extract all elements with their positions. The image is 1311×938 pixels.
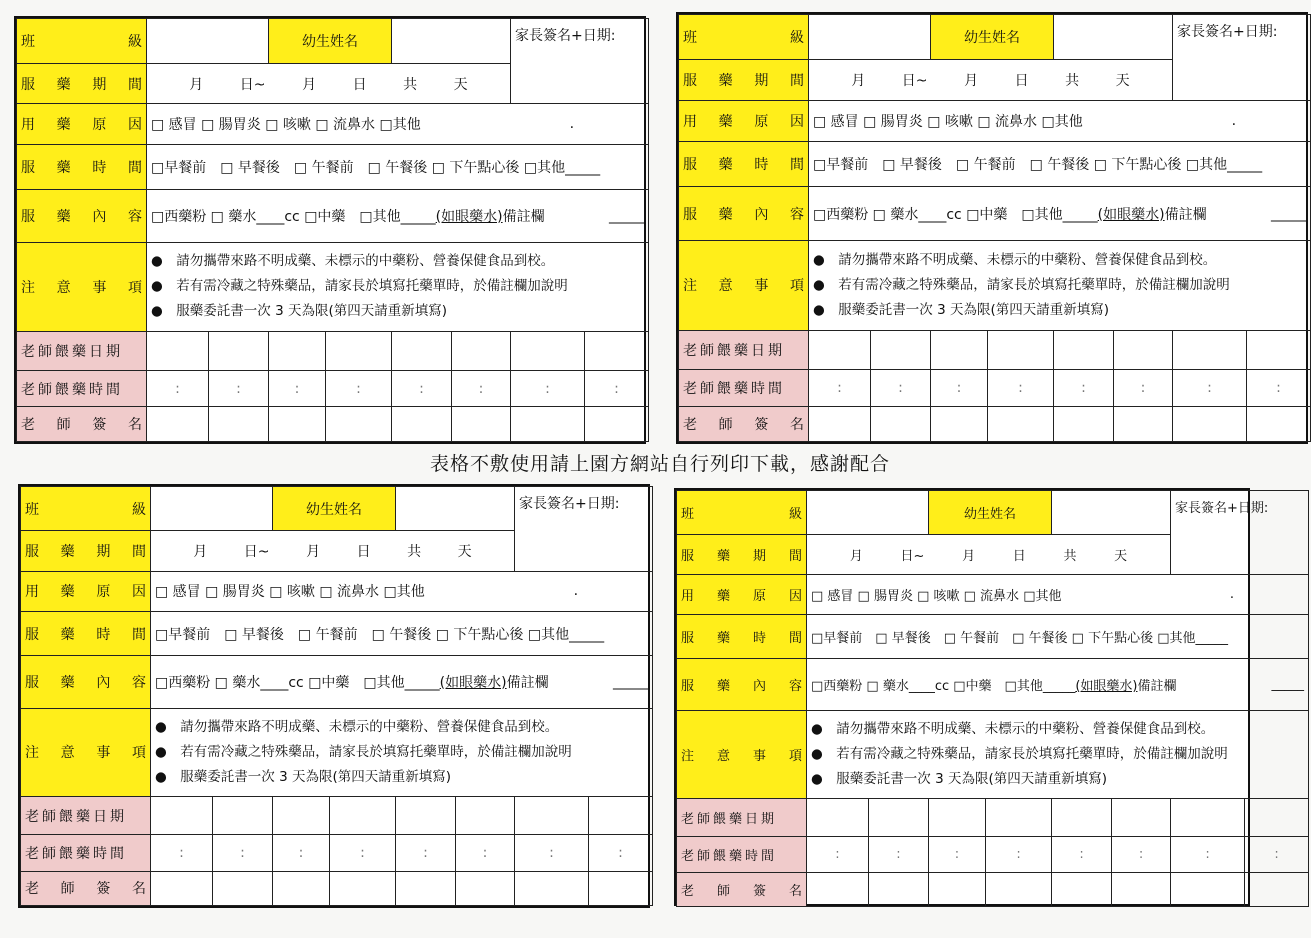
teacher-time-cell[interactable]: :	[511, 370, 585, 407]
teacher-date-cell[interactable]	[1173, 331, 1247, 370]
notes-list	[151, 708, 653, 797]
teacher-time-cell[interactable]: :	[809, 370, 871, 407]
time-options[interactable]: □早餐前 □ 早餐後 □ 午餐前 □ 午餐後 □ 下午點心後 □其他_____	[809, 142, 1311, 187]
teacher-sign-cell[interactable]	[1247, 407, 1311, 442]
parent-signature-field[interactable]	[515, 487, 653, 572]
teacher-sign-cell[interactable]	[515, 871, 589, 905]
notes-label: 注 意 事 項	[679, 240, 809, 330]
teacher-time-cell[interactable]: :	[273, 835, 330, 871]
period-field[interactable]: 月 日~ 月 日 共 天	[147, 63, 511, 104]
reason-label: 用 藥 原 因	[679, 101, 809, 142]
teacher-date-cell[interactable]	[396, 797, 456, 835]
class-field[interactable]	[147, 19, 269, 64]
note-item: ● 若有需冷藏之特殊藥品，請家長於填寫托藥單時，於備註欄加說明	[151, 278, 568, 295]
teacher-date-cell[interactable]	[1114, 331, 1173, 370]
footer-notice: 表格不敷使用請上園方網站自行列印下載，感謝配合	[429, 453, 890, 475]
time-label: 服 藥 時 間	[21, 611, 151, 655]
teacher-time-cell[interactable]: :	[396, 835, 456, 871]
notes-label: 注 意 事 項	[17, 242, 147, 331]
medication-form-top-left	[14, 16, 646, 444]
child-name-label: 幼生姓名	[931, 15, 1054, 60]
note-item: ● 請勿攜帶來路不明成藥、未標示的中藥粉、營養保健食品到校。	[813, 251, 1217, 268]
teacher-date-cell[interactable]	[147, 332, 209, 371]
period-label: 服 藥 期 間	[679, 60, 809, 101]
teacher-sign-cell[interactable]	[147, 407, 209, 442]
class-label: 班 級	[17, 19, 147, 64]
teacher-date-cell[interactable]	[511, 332, 585, 371]
medication-form-bottom-left	[18, 484, 650, 908]
teacher-time-cell[interactable]: :	[269, 370, 326, 407]
time-options[interactable]: □早餐前 □ 早餐後 □ 午餐前 □ 午餐後 □ 下午點心後 □其他_____	[807, 615, 1309, 659]
teacher-time-label: 老師餵藥時間	[21, 835, 151, 871]
period-label: 服 藥 期 間	[17, 63, 147, 104]
note-item: ● 請勿攜帶來路不明成藥、未標示的中藥粉、營養保健食品到校。	[155, 718, 559, 735]
time-options[interactable]: □早餐前 □ 早餐後 □ 午餐前 □ 午餐後 □ 下午點心後 □其他_____	[151, 611, 653, 655]
teacher-date-cell[interactable]	[269, 332, 326, 371]
teacher-sign-label: 老 師 簽 名	[679, 407, 809, 442]
teacher-sign-cell[interactable]	[807, 873, 869, 907]
teacher-time-label: 老師餵藥時間	[679, 370, 809, 407]
teacher-time-cell[interactable]: :	[456, 835, 515, 871]
child-name-field[interactable]	[392, 19, 511, 64]
teacher-date-cell[interactable]	[1112, 799, 1171, 837]
teacher-sign-cell[interactable]	[1112, 873, 1171, 907]
teacher-time-cell[interactable]: :	[452, 370, 511, 407]
note-item: ● 服藥委託書一次 3 天為限(第四天請重新填寫)	[151, 303, 447, 320]
teacher-sign-cell[interactable]	[1245, 873, 1309, 907]
teacher-date-cell[interactable]	[871, 331, 931, 370]
period-field[interactable]: 月 日~ 月 日 共 天	[809, 60, 1173, 101]
teacher-time-cell[interactable]: :	[392, 370, 452, 407]
teacher-time-cell[interactable]: :	[1054, 370, 1114, 407]
parent-signature-label: 家長簽名+日期:	[519, 496, 620, 512]
teacher-sign-cell[interactable]	[511, 407, 585, 442]
teacher-date-cell[interactable]	[807, 799, 869, 837]
period-label: 服 藥 期 間	[21, 531, 151, 571]
teacher-time-cell[interactable]: :	[1171, 837, 1245, 873]
teacher-date-cell[interactable]	[589, 797, 653, 835]
period-field[interactable]: 月 日~ 月 日 共 天	[151, 531, 515, 571]
teacher-time-cell[interactable]: :	[326, 370, 392, 407]
teacher-date-label: 老師餵藥日期	[677, 799, 807, 837]
teacher-sign-cell[interactable]	[273, 871, 330, 905]
teacher-date-cell[interactable]	[931, 331, 988, 370]
medication-form-bottom-right	[674, 488, 1305, 906]
medication-form-top-right	[676, 12, 1308, 444]
teacher-date-cell[interactable]	[456, 797, 515, 835]
teacher-time-cell[interactable]: :	[931, 370, 988, 407]
teacher-sign-label: 老 師 簽 名	[677, 873, 807, 907]
teacher-sign-cell[interactable]	[988, 407, 1054, 442]
teacher-sign-cell[interactable]	[809, 407, 871, 442]
teacher-sign-cell[interactable]	[452, 407, 511, 442]
teacher-date-cell[interactable]	[209, 332, 269, 371]
teacher-time-cell[interactable]: :	[807, 837, 869, 873]
teacher-sign-cell[interactable]	[589, 871, 653, 905]
class-field[interactable]	[807, 491, 929, 535]
teacher-date-cell[interactable]	[1245, 799, 1309, 837]
teacher-time-label: 老師餵藥時間	[677, 837, 807, 873]
teacher-sign-cell[interactable]	[151, 871, 213, 905]
note-item: ● 請勿攜帶來路不明成藥、未標示的中藥粉、營養保健食品到校。	[811, 721, 1215, 737]
teacher-time-cell[interactable]: :	[988, 370, 1054, 407]
note-item: ● 若有需冷藏之特殊藥品，請家長於填寫托藥單時，於備註欄加說明	[811, 746, 1228, 762]
reason-options[interactable]: □ 感冒 □ 腸胃炎 □ 咳嗽 □ 流鼻水 □其他 .	[147, 104, 649, 145]
teacher-sign-cell[interactable]	[396, 871, 456, 905]
teacher-date-cell[interactable]	[1054, 331, 1114, 370]
period-label: 服 藥 期 間	[677, 535, 807, 575]
teacher-date-cell[interactable]	[392, 332, 452, 371]
teacher-date-label: 老師餵藥日期	[679, 331, 809, 370]
child-name-label: 幼生姓名	[273, 487, 396, 531]
teacher-date-cell[interactable]	[585, 332, 649, 371]
teacher-sign-cell[interactable]	[1173, 407, 1247, 442]
teacher-sign-cell[interactable]	[869, 873, 929, 907]
time-label: 服 藥 時 間	[679, 142, 809, 187]
child-name-field[interactable]	[396, 487, 515, 531]
note-item: ● 若有需冷藏之特殊藥品，請家長於填寫托藥單時，於備註欄加說明	[155, 743, 572, 760]
content-label: 服 藥 內 容	[17, 189, 147, 242]
teacher-sign-cell[interactable]	[1114, 407, 1173, 442]
teacher-date-cell[interactable]	[452, 332, 511, 371]
teacher-sign-cell[interactable]	[871, 407, 931, 442]
teacher-time-label: 老師餵藥時間	[17, 370, 147, 407]
teacher-time-cell[interactable]: :	[589, 835, 653, 871]
note-item: ● 若有需冷藏之特殊藥品，請家長於填寫托藥單時，於備註欄加說明	[813, 276, 1230, 293]
notes-list	[807, 711, 1309, 799]
teacher-time-cell[interactable]: :	[151, 835, 213, 871]
teacher-sign-cell[interactable]	[326, 407, 392, 442]
class-label: 班 級	[679, 15, 809, 60]
teacher-time-cell[interactable]: :	[1114, 370, 1173, 407]
teacher-date-cell[interactable]	[986, 799, 1052, 837]
class-field[interactable]	[809, 15, 931, 60]
teacher-date-cell[interactable]	[515, 797, 589, 835]
notes-list	[147, 242, 649, 331]
teacher-time-cell[interactable]: :	[213, 835, 273, 871]
teacher-time-cell[interactable]: :	[1245, 837, 1309, 873]
teacher-time-cell[interactable]: :	[330, 835, 396, 871]
note-item: ● 服藥委託書一次 3 天為限(第四天請重新填寫)	[155, 768, 451, 785]
teacher-sign-cell[interactable]	[330, 871, 396, 905]
medication-form-table	[678, 14, 1311, 442]
reason-options[interactable]: □ 感冒 □ 腸胃炎 □ 咳嗽 □ 流鼻水 □其他 .	[809, 101, 1311, 142]
time-label: 服 藥 時 間	[677, 615, 807, 659]
reason-options[interactable]: □ 感冒 □ 腸胃炎 □ 咳嗽 □ 流鼻水 □其他 .	[807, 575, 1309, 615]
child-name-field[interactable]	[1054, 15, 1173, 60]
teacher-time-cell[interactable]: :	[1173, 370, 1247, 407]
teacher-time-cell[interactable]: :	[871, 370, 931, 407]
teacher-date-cell[interactable]	[929, 799, 986, 837]
teacher-date-cell[interactable]	[869, 799, 929, 837]
teacher-time-cell[interactable]: :	[585, 370, 649, 407]
parent-signature-field[interactable]	[511, 19, 649, 104]
class-label: 班 級	[677, 491, 807, 535]
content-label: 服 藥 內 容	[677, 659, 807, 711]
teacher-sign-cell[interactable]	[931, 407, 988, 442]
teacher-time-cell[interactable]: :	[986, 837, 1052, 873]
teacher-time-cell[interactable]: :	[1052, 837, 1112, 873]
teacher-sign-cell[interactable]	[269, 407, 326, 442]
teacher-date-cell[interactable]	[273, 797, 330, 835]
content-options[interactable]: □西藥粉 □ 藥水____cc □中藥 □其他_____(如眼藥水)備註欄 _____	[807, 659, 1309, 711]
teacher-sign-cell[interactable]	[585, 407, 649, 442]
note-item: ● 請勿攜帶來路不明成藥、未標示的中藥粉、營養保健食品到校。	[151, 253, 555, 270]
parent-signature-label: 家長簽名+日期:	[1177, 24, 1278, 40]
medication-form-table	[20, 486, 653, 906]
teacher-sign-cell[interactable]	[213, 871, 273, 905]
reason-label: 用 藥 原 因	[21, 571, 151, 611]
teacher-time-cell[interactable]: :	[147, 370, 209, 407]
teacher-sign-cell[interactable]	[392, 407, 452, 442]
reason-options[interactable]: □ 感冒 □ 腸胃炎 □ 咳嗽 □ 流鼻水 □其他 .	[151, 571, 653, 611]
parent-signature-label: 家長簽名+日期:	[515, 28, 616, 44]
notes-label: 注 意 事 項	[21, 708, 151, 797]
content-label: 服 藥 內 容	[679, 187, 809, 240]
parent-signature-label: 家長簽名+日期:	[1175, 501, 1269, 516]
teacher-date-label: 老師餵藥日期	[17, 332, 147, 371]
time-options[interactable]: □早餐前 □ 早餐後 □ 午餐前 □ 午餐後 □ 下午點心後 □其他_____	[147, 145, 649, 190]
teacher-date-cell[interactable]	[988, 331, 1054, 370]
notes-label: 注 意 事 項	[677, 711, 807, 799]
teacher-time-cell[interactable]: :	[1247, 370, 1311, 407]
teacher-sign-label: 老 師 簽 名	[17, 407, 147, 442]
teacher-sign-cell[interactable]	[209, 407, 269, 442]
time-label: 服 藥 時 間	[17, 145, 147, 190]
note-item: ● 服藥委託書一次 3 天為限(第四天請重新填寫)	[811, 771, 1107, 787]
teacher-sign-cell[interactable]	[1054, 407, 1114, 442]
teacher-time-cell[interactable]: :	[1112, 837, 1171, 873]
parent-signature-field[interactable]	[1173, 15, 1311, 101]
class-field[interactable]	[151, 487, 273, 531]
teacher-sign-cell[interactable]	[986, 873, 1052, 907]
content-label: 服 藥 內 容	[21, 656, 151, 708]
content-options[interactable]: □西藥粉 □ 藥水____cc □中藥 □其他_____(如眼藥水)備註欄 _____	[151, 656, 653, 708]
teacher-sign-label: 老 師 簽 名	[21, 871, 151, 905]
content-options[interactable]: □西藥粉 □ 藥水____cc □中藥 □其他_____(如眼藥水)備註欄 _____	[147, 189, 649, 242]
teacher-date-cell[interactable]	[809, 331, 871, 370]
teacher-date-cell[interactable]	[213, 797, 273, 835]
teacher-date-cell[interactable]	[1052, 799, 1112, 837]
teacher-date-label: 老師餵藥日期	[21, 797, 151, 835]
teacher-date-cell[interactable]	[326, 332, 392, 371]
medication-form-table	[676, 490, 1309, 907]
reason-label: 用 藥 原 因	[17, 104, 147, 145]
medication-form-table	[16, 18, 649, 442]
teacher-sign-cell[interactable]	[456, 871, 515, 905]
teacher-sign-cell[interactable]	[1171, 873, 1245, 907]
teacher-sign-cell[interactable]	[1052, 873, 1112, 907]
notes-list	[809, 240, 1311, 330]
teacher-date-cell[interactable]	[151, 797, 213, 835]
teacher-time-cell[interactable]: :	[209, 370, 269, 407]
child-name-label: 幼生姓名	[269, 19, 392, 64]
teacher-time-cell[interactable]: :	[515, 835, 589, 871]
teacher-date-cell[interactable]	[330, 797, 396, 835]
teacher-sign-cell[interactable]	[929, 873, 986, 907]
teacher-date-cell[interactable]	[1247, 331, 1311, 370]
class-label: 班 級	[21, 487, 151, 531]
note-item: ● 服藥委託書一次 3 天為限(第四天請重新填寫)	[813, 301, 1109, 318]
content-options[interactable]: □西藥粉 □ 藥水____cc □中藥 □其他_____(如眼藥水)備註欄 _____	[809, 187, 1311, 240]
teacher-time-cell[interactable]: :	[869, 837, 929, 873]
child-name-field[interactable]	[1052, 491, 1171, 535]
teacher-date-cell[interactable]	[1171, 799, 1245, 837]
period-field[interactable]: 月 日~ 月 日 共 天	[807, 535, 1171, 575]
teacher-time-cell[interactable]: :	[929, 837, 986, 873]
child-name-label: 幼生姓名	[929, 491, 1052, 535]
parent-signature-field[interactable]	[1171, 491, 1309, 575]
reason-label: 用 藥 原 因	[677, 575, 807, 615]
